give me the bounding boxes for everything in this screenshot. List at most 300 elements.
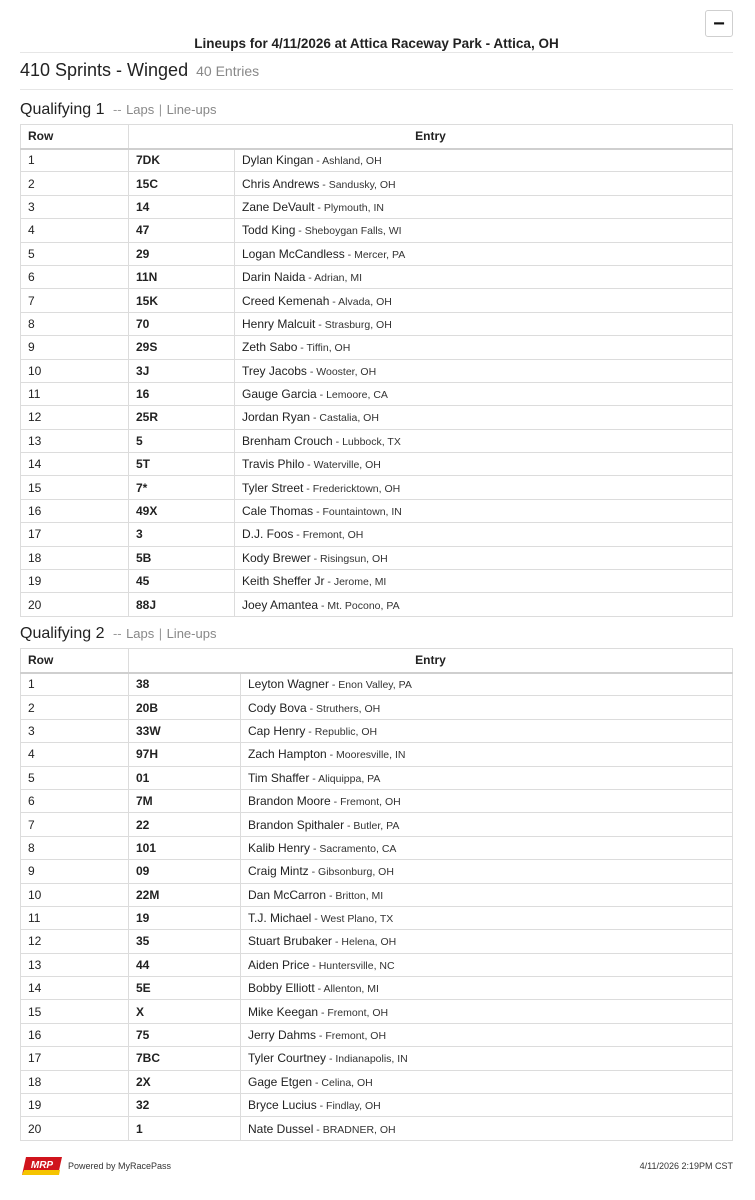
table-row [21, 1023, 733, 1046]
driver-cell [241, 696, 733, 719]
driver-hometown: Butler, PA [353, 819, 400, 832]
driver-name[interactable]: Creed Kemenah [242, 293, 330, 308]
hometown-separator: - [316, 1100, 327, 1113]
driver-name[interactable]: Brandon Moore [248, 794, 331, 809]
driver-name[interactable]: Bryce Lucius [248, 1098, 317, 1113]
driver-hometown: Mooresville, IN [336, 749, 406, 762]
row-number: 11 [21, 382, 129, 405]
timestamp: 4/11/2026 2:19PM CST [639, 1161, 733, 1171]
driver-name[interactable]: Brandon Spithaler [248, 817, 345, 832]
entry-count: 40 Entries [196, 63, 260, 79]
driver-name[interactable]: Henry Malcuit [242, 316, 316, 331]
row-number: 12 [21, 930, 129, 953]
driver-cell [241, 1117, 733, 1140]
driver-hometown: Sheboygan Falls, WI [304, 225, 402, 238]
driver-hometown: Allenton, MI [323, 983, 379, 996]
driver-hometown: Indianapolis, IN [335, 1053, 408, 1066]
driver-hometown: Sacramento, CA [319, 842, 397, 855]
row-number: 4 [21, 219, 129, 242]
car-number: 38 [129, 673, 241, 696]
driver-name[interactable]: Keith Sheffer Jr [242, 574, 325, 589]
driver-hometown: Sandusky, OH [328, 178, 396, 191]
page-title: Lineups for 4/11/2026 at Attica Raceway Park - Attica, OH [194, 36, 559, 51]
table-row [21, 953, 733, 976]
driver-cell [235, 453, 733, 476]
row-number: 10 [21, 359, 129, 382]
section-name: Qualifying 1 [20, 101, 105, 118]
table-row [21, 766, 733, 789]
table-row [21, 219, 733, 242]
driver-name[interactable]: Kody Brewer [242, 550, 311, 565]
driver-name[interactable]: Cale Thomas [242, 504, 314, 519]
table-row [21, 696, 733, 719]
hometown-separator: - [312, 1076, 322, 1089]
car-number: 20B [129, 696, 241, 719]
table-row [21, 406, 733, 429]
driver-hometown: BRADNER, OH [322, 1123, 396, 1136]
driver-name[interactable]: Todd King [242, 223, 296, 238]
hometown-separator: - [308, 866, 319, 879]
hometown-separator: - [332, 936, 342, 949]
section-name: Qualifying 2 [20, 625, 105, 642]
driver-cell [235, 149, 733, 172]
car-number: 3J [129, 359, 235, 382]
table-row [21, 977, 733, 1000]
logo-text: MRP [30, 1160, 54, 1171]
driver-cell [235, 195, 733, 218]
driver-cell [235, 242, 733, 265]
driver-name[interactable]: Cody Bova [248, 700, 307, 715]
driver-cell [235, 429, 733, 452]
separator: -- [112, 626, 122, 641]
driver-cell [241, 906, 733, 929]
hometown-separator: - [306, 702, 317, 715]
driver-cell [241, 1000, 733, 1023]
hometown-separator: - [311, 913, 321, 926]
hometown-separator: - [315, 318, 325, 331]
driver-name[interactable]: Trey Jacobs [242, 363, 307, 378]
table-row [21, 265, 733, 288]
table-row [21, 149, 733, 172]
car-number: 09 [129, 860, 241, 883]
car-number: 33W [129, 719, 241, 742]
driver-hometown: Huntersville, NC [318, 959, 395, 972]
table-row [21, 883, 733, 906]
driver-cell [235, 382, 733, 405]
car-number: 7DK [129, 149, 235, 172]
driver-hometown: Fountaintown, IN [322, 506, 402, 519]
car-number: 75 [129, 1023, 241, 1046]
driver-cell [241, 883, 733, 906]
hometown-separator: - [310, 552, 321, 565]
table-row [21, 476, 733, 499]
driver-name[interactable]: D.J. Foos [242, 527, 294, 542]
row-number: 13 [21, 429, 129, 452]
driver-cell [235, 570, 733, 593]
driver-hometown: Struthers, OH [316, 702, 381, 715]
driver-cell [241, 953, 733, 976]
section-title-qualifying-1 [20, 101, 216, 119]
car-number: 16 [129, 382, 235, 405]
driver-cell [241, 1023, 733, 1046]
table-row [21, 789, 733, 812]
hometown-separator: - [295, 225, 305, 238]
driver-name[interactable]: Zane DeVault [242, 199, 315, 214]
row-number: 19 [21, 1094, 129, 1117]
car-number: 70 [129, 312, 235, 335]
table-row [21, 453, 733, 476]
row-number: 14 [21, 453, 129, 476]
table-row [21, 429, 733, 452]
hometown-separator: - [306, 365, 317, 378]
driver-cell [235, 336, 733, 359]
driver-name[interactable]: Nate Dussel [248, 1121, 314, 1136]
driver-hometown: Risingsun, OH [320, 552, 388, 565]
driver-hometown: Castalia, OH [319, 412, 379, 425]
divider [20, 52, 733, 53]
driver-name[interactable]: Gauge Garcia [242, 387, 317, 402]
hometown-separator: - [328, 679, 339, 692]
driver-cell [235, 359, 733, 382]
powered-by-text[interactable]: Powered by MyRacePass [68, 1161, 172, 1171]
hometown-separator: - [324, 576, 334, 589]
driver-name[interactable]: Kalib Henry [248, 840, 311, 855]
driver-name[interactable]: Mike Keegan [248, 1004, 319, 1019]
myracepass-logo[interactable] [22, 1155, 62, 1177]
hometown-separator: - [309, 959, 319, 972]
lineups-link[interactable]: Line-ups [166, 102, 217, 117]
driver-hometown: Jerome, MI [333, 576, 387, 589]
driver-cell [241, 1070, 733, 1093]
car-number: 25R [129, 406, 235, 429]
row-number: 8 [21, 312, 129, 335]
row-number: 5 [21, 766, 129, 789]
driver-hometown: Gibsonburg, OH [318, 866, 394, 879]
car-number: 101 [129, 836, 241, 859]
table-row [21, 523, 733, 546]
hometown-separator: - [313, 155, 323, 168]
driver-hometown: Fremont, OH [327, 1006, 389, 1019]
car-number: 11N [129, 265, 235, 288]
table-row [21, 382, 733, 405]
table-row [21, 860, 733, 883]
hometown-separator: - [344, 819, 354, 832]
table-header-row [21, 649, 733, 673]
collapse-button[interactable]: − [705, 10, 733, 37]
table-row [21, 906, 733, 929]
driver-cell [241, 1047, 733, 1070]
driver-hometown: Waterville, OH [313, 459, 381, 472]
column-header-entry: Entry [129, 125, 733, 149]
row-number: 14 [21, 977, 129, 1000]
driver-cell [241, 766, 733, 789]
hometown-separator: - [310, 412, 320, 425]
row-number: 20 [21, 1117, 129, 1140]
car-number: 3 [129, 523, 235, 546]
driver-name[interactable]: Stuart Brubaker [248, 934, 333, 949]
row-number: 2 [21, 696, 129, 719]
row-number: 5 [21, 242, 129, 265]
car-number: 44 [129, 953, 241, 976]
laps-link[interactable]: Laps [126, 102, 155, 117]
driver-hometown: Aliquippa, PA [318, 772, 381, 785]
row-number: 19 [21, 570, 129, 593]
separator: -- [112, 102, 122, 117]
hometown-separator: - [318, 599, 328, 612]
car-number: 5E [129, 977, 241, 1000]
car-number: 22 [129, 813, 241, 836]
hometown-separator: - [329, 295, 339, 308]
table-row [21, 499, 733, 522]
car-number: 01 [129, 766, 241, 789]
driver-name[interactable]: Craig Mintz [248, 864, 309, 879]
car-number: 5 [129, 429, 235, 452]
driver-name[interactable]: Gage Etgen [248, 1074, 313, 1089]
hometown-separator: - [319, 178, 329, 191]
row-number: 4 [21, 743, 129, 766]
driver-hometown: Mt. Pocono, PA [327, 599, 400, 612]
driver-name[interactable]: Leyton Wagner [248, 677, 329, 692]
driver-name[interactable]: Dan McCarron [248, 887, 327, 902]
driver-name[interactable]: Aiden Price [248, 957, 310, 972]
table-row [21, 813, 733, 836]
driver-hometown: Plymouth, IN [323, 201, 384, 214]
column-header-row: Row [21, 649, 129, 673]
laps-link[interactable]: Laps [126, 626, 155, 641]
table-row [21, 195, 733, 218]
hometown-separator: - [303, 482, 313, 495]
hometown-separator: - [293, 529, 303, 542]
table-row [21, 930, 733, 953]
hometown-separator: - [330, 796, 341, 809]
lineups-link[interactable]: Line-ups [166, 626, 217, 641]
hometown-separator: - [305, 272, 315, 285]
car-number: 2X [129, 1070, 241, 1093]
row-number: 18 [21, 1070, 129, 1093]
hometown-separator: - [332, 435, 343, 448]
link-divider: | [158, 102, 163, 117]
driver-hometown: Republic, OH [314, 725, 378, 738]
driver-name[interactable]: Bobby Elliott [248, 981, 315, 996]
row-number: 2 [21, 172, 129, 195]
driver-hometown: Wooster, OH [316, 365, 377, 378]
row-number: 3 [21, 195, 129, 218]
driver-name[interactable]: T.J. Michael [248, 911, 312, 926]
table-row [21, 743, 733, 766]
car-number: 14 [129, 195, 235, 218]
lineup-table-qualifying-2 [20, 648, 733, 1141]
row-number: 15 [21, 476, 129, 499]
row-number: 3 [21, 719, 129, 742]
column-header-entry: Entry [129, 649, 733, 673]
row-number: 1 [21, 149, 129, 172]
driver-cell [241, 789, 733, 812]
car-number: 32 [129, 1094, 241, 1117]
hometown-separator: - [313, 1123, 323, 1136]
table-row [21, 546, 733, 569]
driver-cell [241, 743, 733, 766]
car-number: 7M [129, 789, 241, 812]
table-header-row [21, 125, 733, 149]
driver-cell [241, 977, 733, 1000]
car-number: 29 [129, 242, 235, 265]
driver-cell [241, 1094, 733, 1117]
driver-name[interactable]: Chris Andrews [242, 176, 320, 191]
car-number: 15K [129, 289, 235, 312]
driver-name[interactable]: Brenham Crouch [242, 433, 333, 448]
hometown-separator: - [344, 248, 355, 261]
car-number: 47 [129, 219, 235, 242]
driver-cell [235, 172, 733, 195]
driver-cell [241, 673, 733, 696]
driver-cell [235, 523, 733, 546]
driver-name[interactable]: Tyler Courtney [248, 1051, 327, 1066]
section-title-qualifying-2 [20, 625, 216, 643]
driver-hometown: Strasburg, OH [324, 318, 392, 331]
driver-name[interactable]: Tim Shaffer [248, 770, 310, 785]
hometown-separator: - [314, 201, 324, 214]
car-number: 15C [129, 172, 235, 195]
row-number: 9 [21, 336, 129, 359]
row-number: 17 [21, 523, 129, 546]
car-number: 22M [129, 883, 241, 906]
driver-cell [235, 219, 733, 242]
table-row [21, 242, 733, 265]
row-number: 13 [21, 953, 129, 976]
driver-name[interactable]: Dylan Kingan [242, 153, 314, 168]
driver-hometown: West Plano, TX [320, 913, 394, 926]
car-number: 97H [129, 743, 241, 766]
hometown-separator: - [314, 983, 324, 996]
car-number: 35 [129, 930, 241, 953]
hometown-separator: - [316, 389, 327, 402]
row-number: 11 [21, 906, 129, 929]
driver-name[interactable]: Tyler Street [242, 480, 304, 495]
column-header-row: Row [21, 125, 129, 149]
car-number: 88J [129, 593, 235, 616]
driver-cell [241, 836, 733, 859]
car-number: 49X [129, 499, 235, 522]
driver-hometown: Findlay, OH [326, 1100, 381, 1113]
hometown-separator: - [326, 749, 337, 762]
row-number: 6 [21, 789, 129, 812]
driver-cell [241, 719, 733, 742]
driver-hometown: Fredericktown, OH [312, 482, 401, 495]
hometown-separator: - [305, 725, 315, 738]
car-number: 1 [129, 1117, 241, 1140]
driver-name[interactable]: Zeth Sabo [242, 340, 298, 355]
table-row [21, 312, 733, 335]
driver-name[interactable]: Travis Philo [242, 457, 305, 472]
table-row [21, 1070, 733, 1093]
driver-cell [235, 546, 733, 569]
row-number: 6 [21, 265, 129, 288]
driver-cell [235, 312, 733, 335]
hometown-separator: - [326, 1053, 336, 1066]
row-number: 15 [21, 1000, 129, 1023]
row-number: 17 [21, 1047, 129, 1070]
car-number: 29S [129, 336, 235, 359]
table-row [21, 359, 733, 382]
row-number: 16 [21, 499, 129, 522]
driver-name[interactable]: Jordan Ryan [242, 410, 311, 425]
table-row [21, 1047, 733, 1070]
row-number: 20 [21, 593, 129, 616]
driver-hometown: Mercer, PA [354, 248, 406, 261]
driver-cell [241, 813, 733, 836]
hometown-separator: - [297, 342, 307, 355]
driver-hometown: Tiffin, OH [306, 342, 351, 355]
driver-cell [235, 499, 733, 522]
driver-name[interactable]: Darin Naida [242, 270, 306, 285]
driver-hometown: Helena, OH [341, 936, 397, 949]
row-number: 9 [21, 860, 129, 883]
driver-name[interactable]: Logan McCandless [242, 246, 345, 261]
car-number: 5T [129, 453, 235, 476]
row-number: 12 [21, 406, 129, 429]
driver-hometown: Lemoore, CA [326, 389, 388, 402]
table-row [21, 836, 733, 859]
driver-hometown: Celina, OH [321, 1076, 373, 1089]
link-divider: | [158, 626, 163, 641]
driver-name[interactable]: Jerry Dahms [248, 1028, 317, 1043]
row-number: 18 [21, 546, 129, 569]
driver-hometown: Fremont, OH [325, 1030, 387, 1043]
table-row [21, 1117, 733, 1140]
table-row [21, 172, 733, 195]
table-row [21, 673, 733, 696]
divider [20, 89, 733, 90]
driver-hometown: Alvada, OH [338, 295, 392, 308]
driver-cell [235, 476, 733, 499]
table-row [21, 570, 733, 593]
class-title [20, 60, 259, 81]
driver-cell [241, 930, 733, 953]
driver-hometown: Adrian, MI [314, 272, 362, 285]
car-number: 45 [129, 570, 235, 593]
driver-hometown: Enon Valley, PA [338, 679, 412, 692]
row-number: 16 [21, 1023, 129, 1046]
table-row [21, 1094, 733, 1117]
row-number: 1 [21, 673, 129, 696]
driver-name[interactable]: Cap Henry [248, 723, 306, 738]
driver-cell [235, 289, 733, 312]
row-number: 7 [21, 289, 129, 312]
car-number: 7* [129, 476, 235, 499]
driver-hometown: Britton, MI [335, 889, 384, 902]
table-row [21, 593, 733, 616]
hometown-separator: - [326, 889, 336, 902]
hometown-separator: - [313, 506, 323, 519]
driver-cell [235, 593, 733, 616]
driver-hometown: Lubbock, TX [342, 435, 401, 448]
row-number: 10 [21, 883, 129, 906]
row-number: 7 [21, 813, 129, 836]
hometown-separator: - [304, 459, 314, 472]
driver-cell [235, 406, 733, 429]
driver-hometown: Fremont, OH [340, 796, 401, 809]
hometown-separator: - [318, 1006, 328, 1019]
driver-name[interactable]: Zach Hampton [248, 747, 327, 762]
class-name: 410 Sprints - Winged [20, 60, 189, 80]
hometown-separator: - [316, 1030, 326, 1043]
driver-cell [235, 265, 733, 288]
table-row [21, 1000, 733, 1023]
car-number: 5B [129, 546, 235, 569]
driver-cell [241, 860, 733, 883]
table-row [21, 336, 733, 359]
driver-name[interactable]: Joey Amantea [242, 597, 319, 612]
